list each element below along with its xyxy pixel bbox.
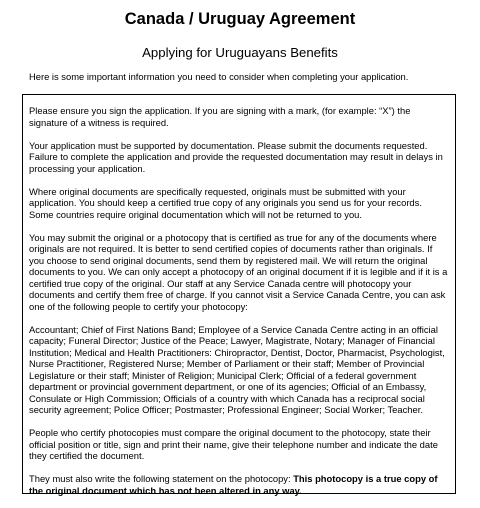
paragraph-line: Your application must be supported by documentation. Please submit the documents requested. (29, 139, 428, 151)
paragraph-line: You may submit the original or a photocopy that is certified as true for any of the documents where (29, 231, 437, 243)
certification-statement-start: This photocopy is a true copy of (293, 473, 438, 484)
paragraph-line: you choose to send original documents, send them by registered mail. We will return the original (29, 254, 428, 266)
paragraph-line: documents and certify them free of charge. If you cannot visit a Service Canada Centre, you can ask (29, 289, 446, 300)
document-title: Canada / Uruguay Agreement (124, 10, 356, 28)
paragraph-line: one of the following people to certify your photocopy: (29, 300, 248, 312)
paragraph-line: certified true copy of the original. Our staff at any Service Canada centre will photocopy your (29, 277, 412, 289)
certifiers-list-paragraph (29, 324, 455, 416)
certifier-duties-paragraph (29, 427, 455, 462)
statement-paragraph (29, 473, 455, 496)
information-content (29, 105, 455, 508)
paragraph-line: security agreement; Police Officer; Postmaster; Professional Engineer; Social Worker; Teacher. (29, 404, 423, 415)
paragraph-line: Consulate or High Commission; Officials of a country with which Canada has a reciprocal social (29, 392, 425, 404)
paragraph-line: processing your application. (29, 162, 146, 174)
documentation-paragraph (29, 140, 455, 175)
paragraph-line: Please ensure you sign the application. If you are signing with a mark, (for example: “X”) the (29, 105, 411, 116)
paragraph-line: Some countries require original documentation which will not be returned to you. (29, 208, 362, 220)
statement-line-1 (29, 473, 455, 485)
photocopy-paragraph (29, 232, 455, 313)
signature-paragraph (29, 105, 455, 128)
paragraph-line: capacity; Funeral Director; Justice of the Peace; Lawyer, Magistrate, Notary; Manager of Financial (29, 335, 435, 346)
paragraph-line: originals are not required. It is better to send certified copies of documents rather than originals. If (29, 243, 433, 254)
paragraph-line: Accountant; Chief of First Nations Band; Employee of a Service Canada Centre acting in an official (29, 323, 438, 335)
document-subtitle: Applying for Uruguayans Benefits (142, 45, 338, 60)
paragraph-line: People who certify photocopies must compare the original document to the photocopy, state their (29, 427, 431, 438)
paragraph-line: Legislature or their staff; Minister of Religion; Municipal Clerk; Official of a federal government (29, 369, 417, 381)
paragraph-line: documents to you. We can only accept a photocopy of an original document if it is legible and if it is a (29, 266, 448, 277)
paragraph-line: Institution; Medical and Health Practitioners: Chiropractor, Dentist, Doctor, Pharmacist, Psychologist, (29, 346, 445, 358)
statement-intro-text: They must also write the following statement on the photocopy: (29, 473, 294, 484)
paragraph-line: Where original documents are specifically requested, originals must be submitted with your (29, 185, 406, 197)
certification-statement-end: the original document which has not been altered in any way. (29, 484, 302, 496)
original-documents-paragraph (29, 186, 455, 221)
paragraph-line: Nurse Practitioner, Registered Nurse; Member of Parliament or their staff; Member of Provincial (29, 358, 425, 369)
paragraph-line: department or provincial government department, or one of its agencies; Official of an Embassy, (29, 381, 427, 392)
paragraph-line: they certified the document. (29, 450, 145, 461)
paragraph-line: official position or title, sign and print their name, give their telephone number and indicate the date (29, 438, 438, 450)
paragraph-line: Failure to complete the application and provide the requested documentation may result in delays in (29, 151, 443, 162)
intro-text: Here is some important information you need to consider when completing your application. (29, 71, 409, 82)
paragraph-line: application. You should keep a certified true copy of any originals you send us for your records. (29, 197, 422, 208)
paragraph-line: signature of a witness is required. (29, 116, 169, 128)
